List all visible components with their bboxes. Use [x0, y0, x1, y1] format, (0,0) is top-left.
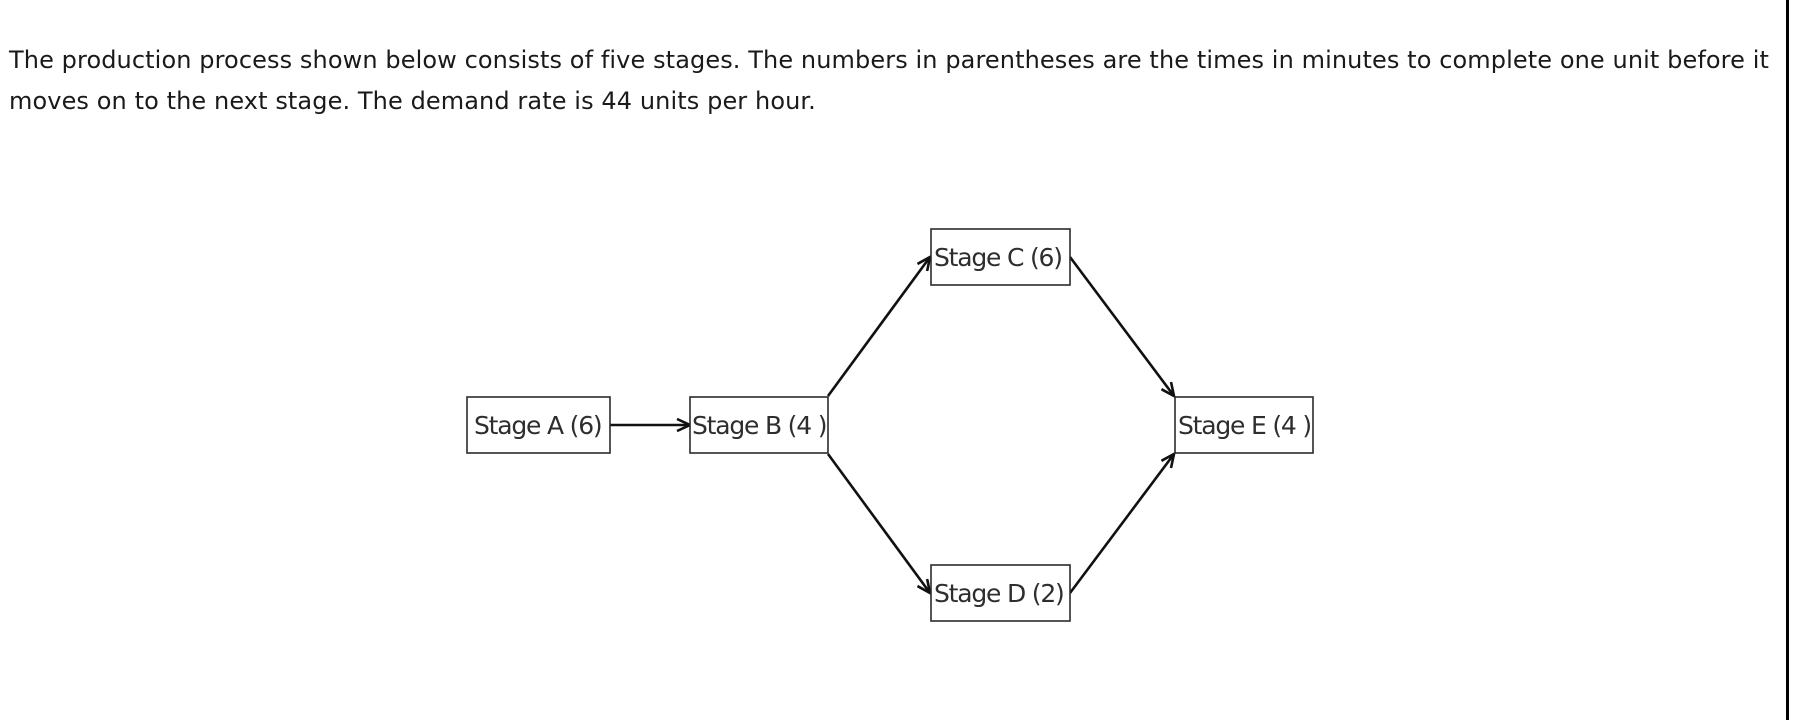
- stage-a-label: Stage A (6): [474, 411, 602, 440]
- stage-c-label: Stage C (6): [934, 243, 1062, 272]
- stage-a-node: [467, 397, 610, 453]
- arrow-b-to-d: [828, 454, 930, 593]
- arrow-d-to-e: [1070, 454, 1174, 593]
- right-border-line: [1786, 0, 1789, 720]
- arrow-b-to-c: [828, 257, 930, 396]
- stage-b-label: Stage B (4 ): [692, 411, 827, 440]
- stage-d-label: Stage D (2): [934, 579, 1064, 608]
- stage-d-node: [931, 565, 1070, 621]
- arrow-c-to-e: [1070, 257, 1174, 396]
- stage-e-label: Stage E (4 ): [1178, 411, 1311, 440]
- question-text: The production process shown below consists of five stages. The numbers in parentheses are the times in minutes to complete one unit before it moves on to the next stage. The demand rate is 44 units per hour.: [9, 46, 1769, 115]
- stage-b-node: [690, 397, 828, 453]
- stage-e-node: [1175, 397, 1313, 453]
- stage-c-node: [931, 229, 1070, 285]
